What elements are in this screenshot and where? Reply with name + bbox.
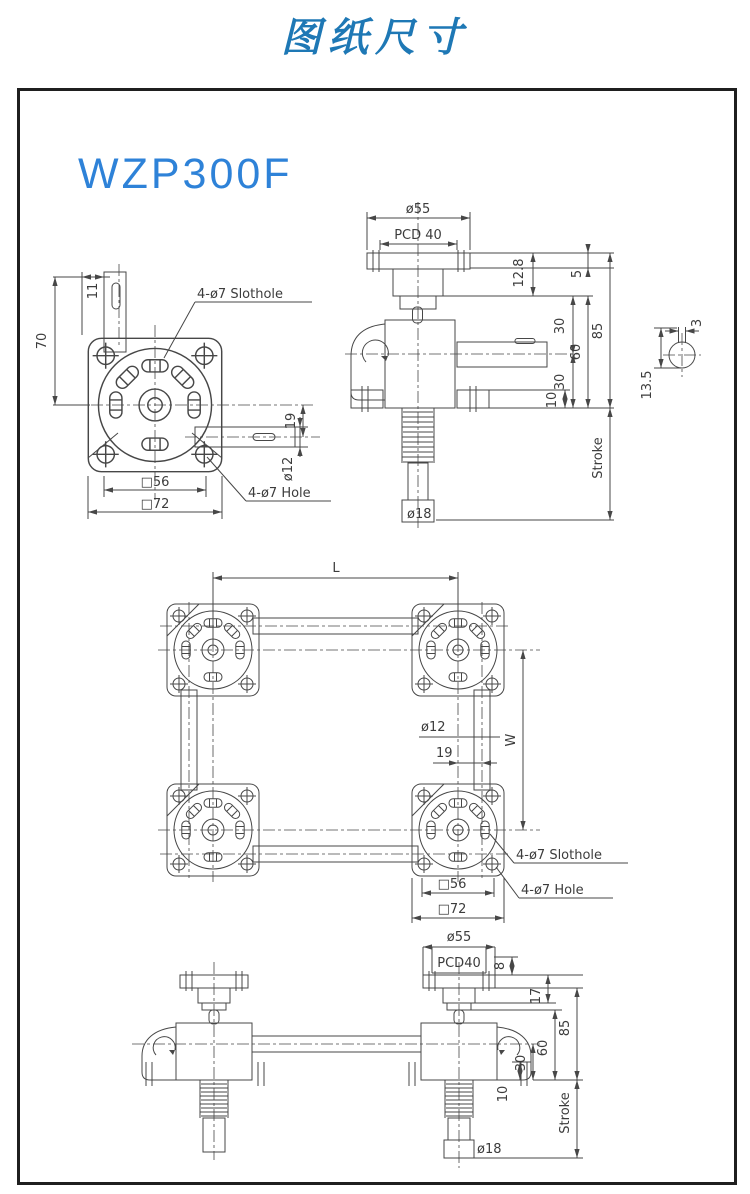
dim-30-lower: 30: [553, 373, 568, 391]
view-shaft-section: [640, 319, 705, 400]
dim-8: 8: [493, 961, 508, 971]
dim-60: 60: [536, 1039, 551, 1057]
dim-phi18: ø18: [477, 1142, 502, 1157]
label-slothole: [164, 287, 312, 358]
dim-13-5: 13.5: [640, 370, 655, 400]
view-side-elevation: [345, 202, 614, 528]
left-jack: [142, 971, 264, 1152]
label-slothole-leader: [164, 302, 312, 358]
top-flange: [367, 253, 470, 269]
label-slothole: [490, 834, 628, 863]
label-hole-text: 4-ø7 Hole: [521, 883, 584, 898]
dim-10: 10: [496, 1085, 511, 1103]
dim-10: 10: [545, 391, 560, 409]
dim-pcd: PCD 40: [394, 228, 442, 243]
dim-85: 85: [591, 322, 606, 340]
label-hole-text: 4-ø7 Hole: [248, 486, 311, 501]
dim-L: L: [332, 561, 340, 576]
dim-60: 60: [569, 343, 584, 361]
centerlines: [132, 962, 540, 1168]
view-elevation-assembly: [132, 930, 583, 1168]
dim-5: 5: [570, 269, 585, 279]
dim-12-8: 12.8: [512, 258, 527, 288]
dim-19: 19: [284, 412, 299, 430]
dim-phi55: ø55: [446, 930, 472, 945]
right-jack: [409, 971, 531, 1158]
dim-17: 17: [529, 987, 544, 1005]
dim-11: 11: [86, 282, 101, 300]
label-slothole-text: 4-ø7 Slothole: [516, 848, 603, 863]
shaft-key: [515, 339, 535, 344]
dim-phi18: ø18: [407, 507, 432, 522]
dim-sq72: □72: [140, 497, 170, 512]
input-shaft: [457, 342, 547, 367]
view-front-plan: [35, 264, 331, 519]
dim-85: 85: [558, 1019, 573, 1037]
foot-right: [457, 390, 489, 408]
dim-pcd: PCD40: [437, 956, 481, 971]
dim-sq56: □56: [437, 877, 467, 892]
dim-3: 3: [690, 318, 705, 328]
dim-70: 70: [35, 332, 50, 350]
view-plan-assembly: [158, 561, 628, 923]
page-title: 图纸尺寸: [281, 15, 469, 61]
dim-stroke: Stroke: [591, 437, 606, 479]
dim-19: 19: [436, 746, 453, 761]
dim-phi55: ø55: [405, 202, 431, 217]
dim-sq56: □56: [140, 475, 170, 490]
dim-30: 30: [514, 1054, 529, 1072]
dim-W: W: [504, 733, 519, 747]
centerlines: [345, 202, 578, 528]
label-hole: [207, 457, 331, 501]
foot-left: [351, 390, 383, 408]
dim-30-upper: 30: [553, 317, 568, 335]
dim-stroke: Stroke: [558, 1092, 573, 1134]
centerlines: [158, 598, 540, 882]
dim-sq72: □72: [437, 902, 467, 917]
dim-phi12: ø12: [421, 720, 446, 735]
label-slothole-text: 4-ø7 Slothole: [197, 287, 284, 302]
label-hole: [496, 867, 613, 898]
centerlines: [663, 333, 701, 377]
model-number: WZP300F: [78, 150, 293, 198]
dim-phi12: ø12: [281, 456, 296, 482]
gear-body: [385, 320, 455, 408]
vertical-shaft: [104, 272, 126, 352]
